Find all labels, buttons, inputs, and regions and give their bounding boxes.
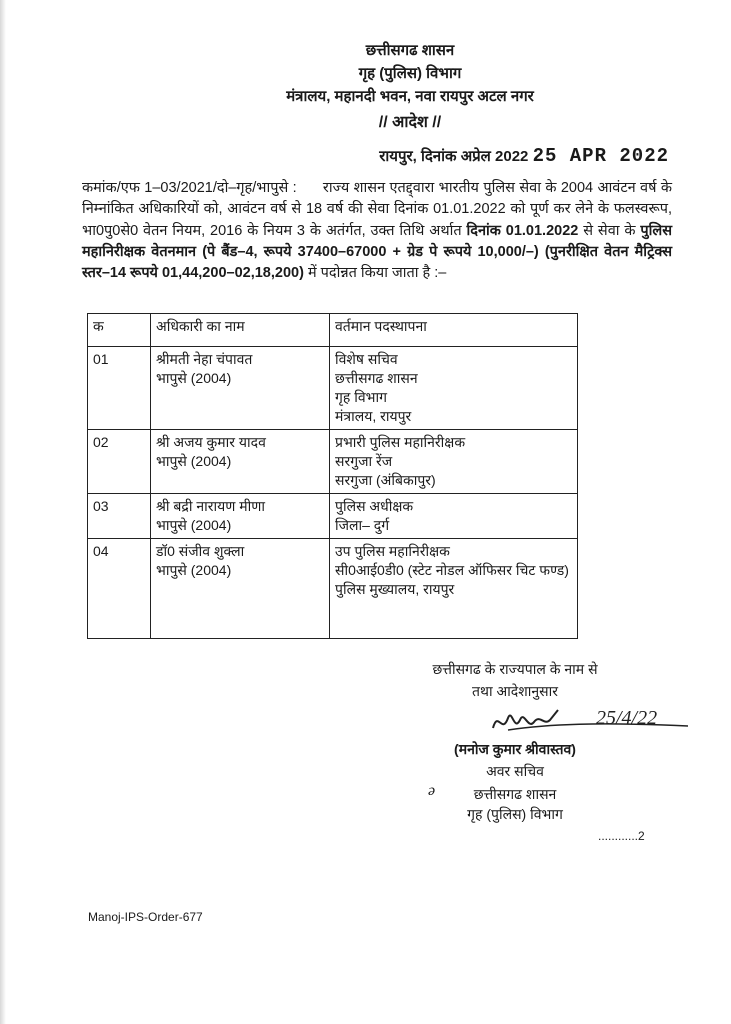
officer-service: भापुसे (2004)	[156, 517, 232, 533]
name-cell	[151, 494, 330, 539]
serial-cell: 01	[88, 347, 151, 430]
officers-table	[87, 313, 578, 639]
officer-name: श्री अजय कुमार यादव	[156, 434, 266, 450]
posting-line: मंत्रालय, रायपुर	[335, 408, 412, 424]
date-text: रायपुर, दिनांक अप्रेल 2022	[379, 148, 529, 165]
body-date: दिनांक 01.01.2022	[466, 222, 579, 239]
officer-name: डॉ0 संजीव शुक्ला	[156, 543, 245, 559]
body-text: से सेवा के	[583, 222, 636, 239]
officer-name: श्रीमती नेहा चंपावत	[156, 351, 253, 367]
signatory-department: गृह (पुलिस) विभाग	[467, 806, 563, 822]
order-date	[379, 145, 669, 167]
body-text: राज्य शासन एतद्द्वारा भारतीय पुलिस सेवा के 2004 आवंटन वर्ष के निम्नांकित अधिकारियों को, आवंटन वर्ष से 18 वर्ष की सेवा दिनांक 01.01.2022 को पूर्ण कर लेने के फलस्वरूप, भा0पु0से0 वेतन नियम, 2016 के नियम 3 के अतंर्गत, उक्त तिथि अर्थात	[82, 180, 672, 239]
body-text: में पदोन्नत किया जाता है :–	[307, 265, 447, 282]
officer-service: भापुसे (2004)	[156, 453, 232, 469]
col-header-posting: वर्तमान पदस्थापना	[330, 314, 578, 347]
order-title: // आदेश //	[378, 114, 442, 131]
serial-cell: 02	[88, 430, 151, 494]
posting-line: गृह विभाग	[335, 389, 387, 405]
posting-line: विशेष सचिव	[335, 351, 398, 367]
signature-authority-line2: तथा आदेशानुसार	[472, 683, 558, 699]
table-row	[88, 494, 578, 539]
serial-cell: 04	[88, 539, 151, 639]
body-pay-scale: पुलिस महानिरीक्षक वेतनमान (पे बैंड–4, रूपये 37400–67000 + ग्रेड पे रूपये 10,000/–) (पुनरीक्षित वेतन मैट्रिक्स स्तर–14 रूपये 01,44,200–02,18,200)	[82, 222, 673, 282]
posting-cell	[330, 494, 578, 539]
officer-service: भापुसे (2004)	[156, 370, 232, 386]
reference-number: कमांक/एफ 1–03/2021/दो–गृह/भापुसे :	[82, 180, 297, 196]
signatory-govt: छत्तीसगढ शासन	[473, 786, 557, 802]
header-government: छत्तीसगढ शासन	[365, 42, 455, 59]
order-body	[82, 178, 672, 284]
table-header-row	[88, 314, 578, 347]
page-edge-shadow	[0, 0, 6, 1024]
table-row	[88, 430, 578, 494]
posting-line: उप पुलिस महानिरीक्षक	[335, 543, 450, 559]
handwritten-initial: ә	[428, 782, 436, 799]
officer-service: भापुसे (2004)	[156, 562, 232, 578]
col-header-serial: क	[88, 314, 151, 347]
posting-line: सरगुजा (अंबिकापुर)	[335, 472, 436, 488]
signatory-designation: अवर सचिव	[486, 763, 544, 779]
posting-line: प्रभारी पुलिस महानिरीक्षक	[335, 434, 466, 450]
name-cell	[151, 347, 330, 430]
posting-line: पुलिस मुख्यालय, रायपुर	[335, 581, 455, 597]
footer-watermark-text: Manoj-IPS-Order-677	[88, 910, 203, 924]
signatory-name: (मनोज कुमार श्रीवास्तव)	[454, 741, 576, 757]
posting-line: छत्तीसगढ शासन	[335, 370, 418, 386]
posting-line: सरगुजा रेंज	[335, 453, 393, 469]
date-stamp: 25 APR 2022	[532, 145, 669, 167]
posting-cell	[330, 539, 578, 639]
posting-line: पुलिस अधीक्षक	[335, 498, 414, 514]
serial-cell: 03	[88, 494, 151, 539]
handwritten-signature	[488, 700, 698, 745]
handwritten-date: 25/4/22	[596, 707, 658, 729]
next-page-marker: ............2	[598, 829, 645, 843]
table-row	[88, 347, 578, 430]
posting-cell	[330, 347, 578, 430]
name-cell	[151, 539, 330, 639]
officer-name: श्री बद्री नारायण मीणा	[156, 498, 265, 514]
header-department: गृह (पुलिस) विभाग	[358, 65, 462, 82]
posting-line: जिला– दुर्ग	[335, 517, 390, 533]
header-address: मंत्रालय, महानदी भवन, नवा रायपुर अटल नगर	[286, 88, 534, 105]
name-cell	[151, 430, 330, 494]
posting-cell	[330, 430, 578, 494]
col-header-name: अधिकारी का नाम	[151, 314, 330, 347]
signature-authority-line1: छत्तीसगढ के राज्यपाल के नाम से	[432, 661, 598, 677]
posting-line: सी0आई0डी0 (स्टेट नोडल ऑफिसर चिट फण्ड)	[335, 562, 569, 578]
table-row	[88, 539, 578, 639]
